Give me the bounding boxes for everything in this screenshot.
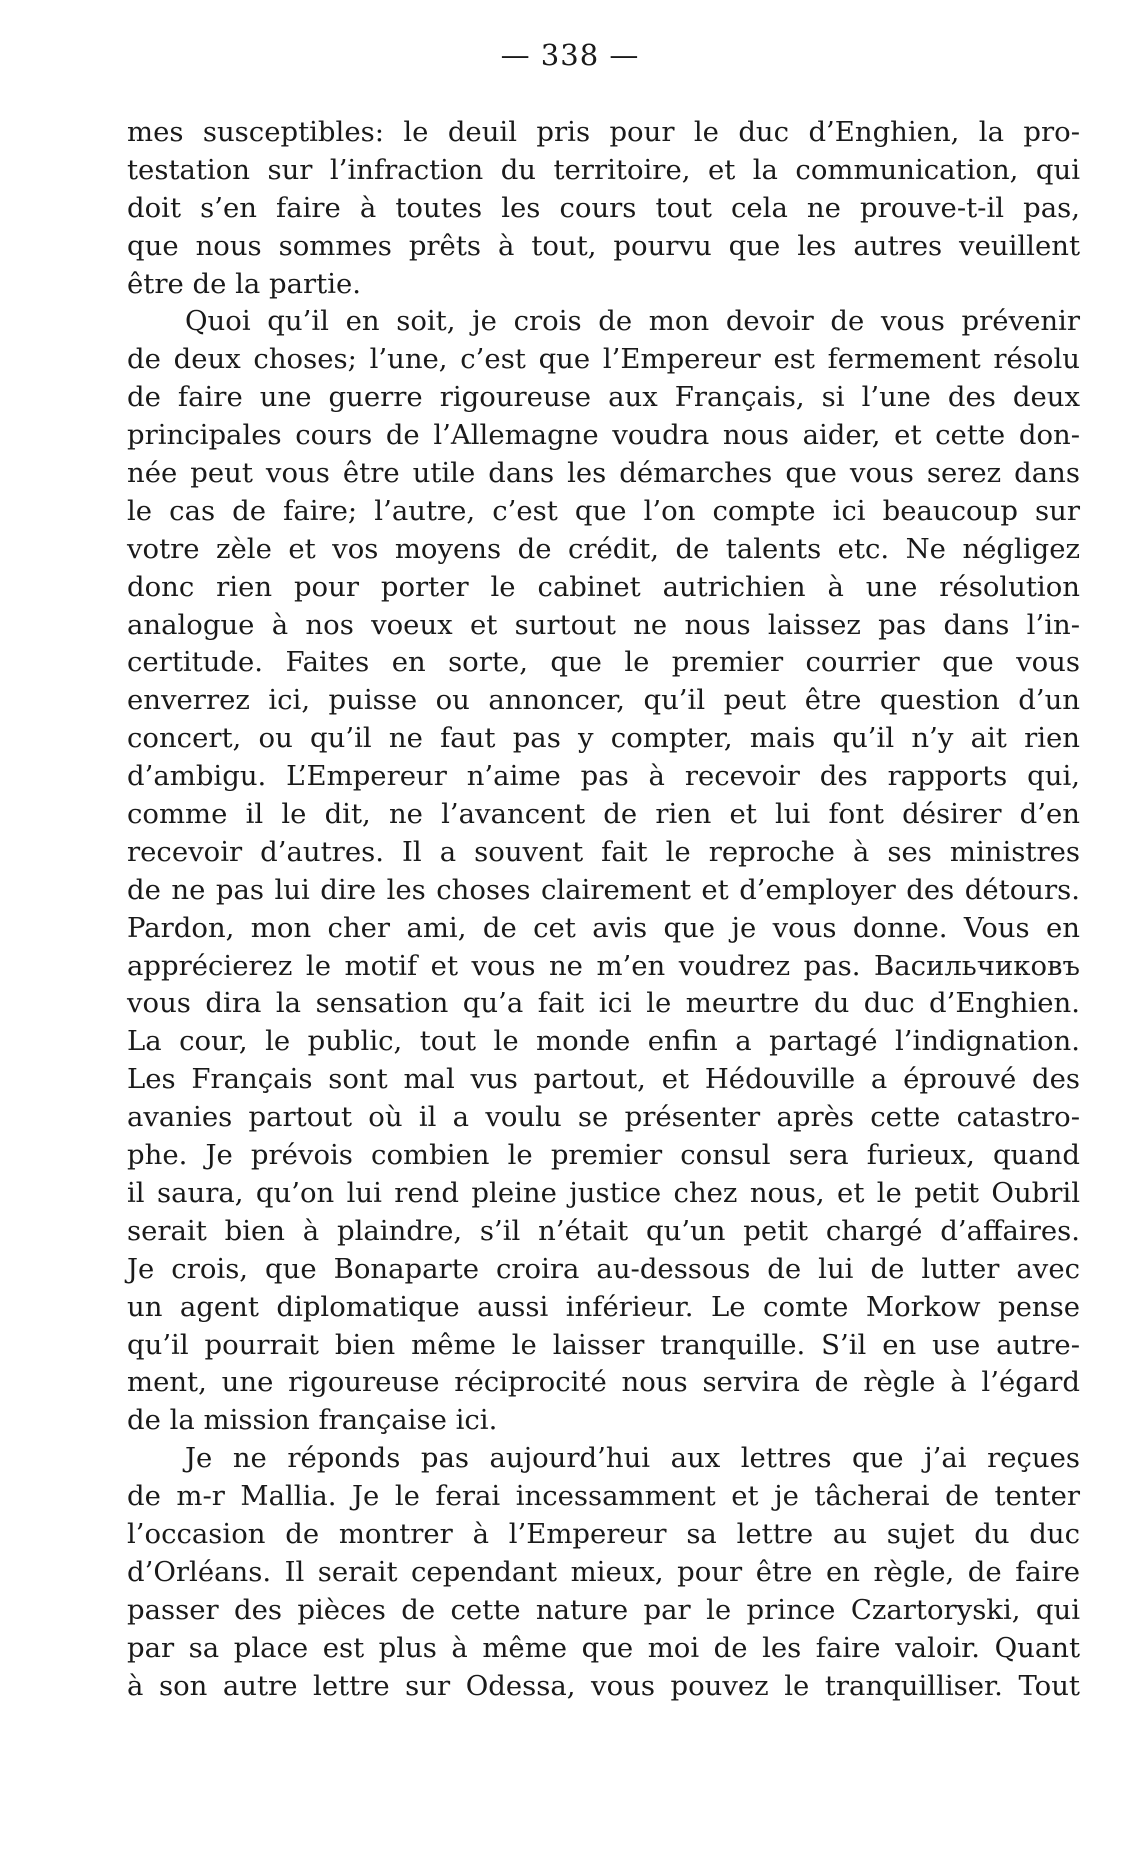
- text-line: l’occasion de montrer à l’Empereur sa lettre au sujet du duc: [127, 1517, 1080, 1550]
- text-line: que nous sommes prêts à tout, pourvu que les autres veuillent: [127, 229, 1080, 262]
- text-line: Je crois, que Bonaparte croira au-dessous de lui de lutter avec: [127, 1252, 1080, 1285]
- text-line: enverrez ici, puisse ou annoncer, qu’il peut être question d’un: [127, 684, 1080, 717]
- page-number: — 338 —: [500, 38, 640, 72]
- text-line: de m-r Mallia. Je le ferai incessamment et je tâcherai de tenter: [127, 1480, 1080, 1513]
- text-line: un agent diplomatique aussi inférieur. Le comte Morkow pense: [127, 1290, 1080, 1323]
- text-line: Les Français sont mal vus partout, et Hédouville a éprouvé des: [127, 1063, 1080, 1096]
- text-line: analogue à nos voeux et surtout ne nous laissez pas dans l’in-: [127, 608, 1080, 641]
- text-line: comme il le dit, ne l’avancent de rien et lui font désirer d’en: [127, 798, 1080, 831]
- text-line: mes susceptibles: le deuil pris pour le duc d’Enghien, la pro-: [127, 116, 1080, 148]
- text-line: de faire une guerre rigoureuse aux Français, si l’une des deux: [127, 381, 1080, 414]
- text-line: Pardon, mon cher ami, de cet avis que je vous donne. Vous en: [127, 911, 1080, 944]
- body-text: [127, 114, 1080, 1705]
- text-line: née peut vous être utile dans les démarches que vous serez dans: [127, 457, 1080, 490]
- text-line: qu’il pourrait bien même le laisser tranquille. S’il en use autre-: [127, 1328, 1080, 1361]
- text-line: donc rien pour porter le cabinet autrichien à une résolution: [127, 570, 1080, 603]
- text-line: de ne pas lui dire les choses clairement et d’employer des détours.: [127, 873, 1080, 906]
- text-line: phe. Je prévois combien le premier consul sera furieux, quand: [127, 1139, 1080, 1172]
- text-line: recevoir d’autres. Il a souvent fait le reproche à ses ministres: [127, 835, 1080, 868]
- text-line: par sa place est plus à même que moi de les faire valoir. Quant: [127, 1631, 1080, 1664]
- text-line: concert, ou qu’il ne faut pas y compter, mais qu’il n’y ait rien: [127, 722, 1080, 755]
- text-line: Je ne réponds pas aujourd’hui aux lettres que j’ai reçues: [185, 1442, 1080, 1475]
- text-line: de la mission française ici.: [127, 1404, 498, 1437]
- text-line: ment, une rigoureuse réciprocité nous servira de règle à l’égard: [127, 1366, 1080, 1399]
- text-line: principales cours de l’Allemagne voudra nous aider, et cette don-: [127, 419, 1080, 452]
- text-line: d’Orléans. Il serait cependant mieux, pour être en règle, de faire: [127, 1555, 1080, 1588]
- text-line: il saura, qu’on lui rend pleine justice chez nous, et le petit Oubril: [127, 1176, 1080, 1209]
- text-line: vous dira la sensation qu’a fait ici le meurtre du duc d’Enghien.: [127, 987, 1080, 1020]
- text-line: doit s’en faire à toutes les cours tout cela ne prouve-t-il pas,: [127, 191, 1080, 224]
- text-line: Quoi qu’il en soit, je crois de mon devoir de vous prévenir: [185, 305, 1080, 338]
- text-line: être de la partie.: [127, 267, 362, 300]
- text-line: à son autre lettre sur Odessa, vous pouvez le tranquilliser. Tout: [127, 1669, 1080, 1702]
- text-line: serait bien à plaindre, s’il n’était qu’un petit chargé d’affaires.: [127, 1214, 1080, 1247]
- text-line: de deux choses; l’une, c’est que l’Empereur est fermement résolu: [127, 343, 1080, 376]
- text-line: le cas de faire; l’autre, c’est que l’on compte ici beaucoup sur: [127, 494, 1080, 527]
- text-line: d’ambigu. L’Empereur n’aime pas à recevoir des rapports qui,: [127, 760, 1080, 793]
- text-line: La cour, le public, tout le monde enfin a partagé l’indignation.: [127, 1025, 1080, 1058]
- text-line: passer des pièces de cette nature par le prince Czartoryski, qui: [127, 1593, 1080, 1626]
- text-line: avanies partout où il a voulu se présenter après cette catastro-: [127, 1101, 1080, 1134]
- text-line: votre zèle et vos moyens de crédit, de talents etc. Ne négligez: [127, 532, 1080, 565]
- text-line: testation sur l’infraction du territoire, et la communication, qui: [127, 153, 1080, 186]
- text-line: apprécierez le motif et vous ne m’en voudrez pas. Васильчиковъ: [127, 949, 1080, 982]
- text-line: certitude. Faites en sorte, que le premier courrier que vous: [127, 646, 1080, 679]
